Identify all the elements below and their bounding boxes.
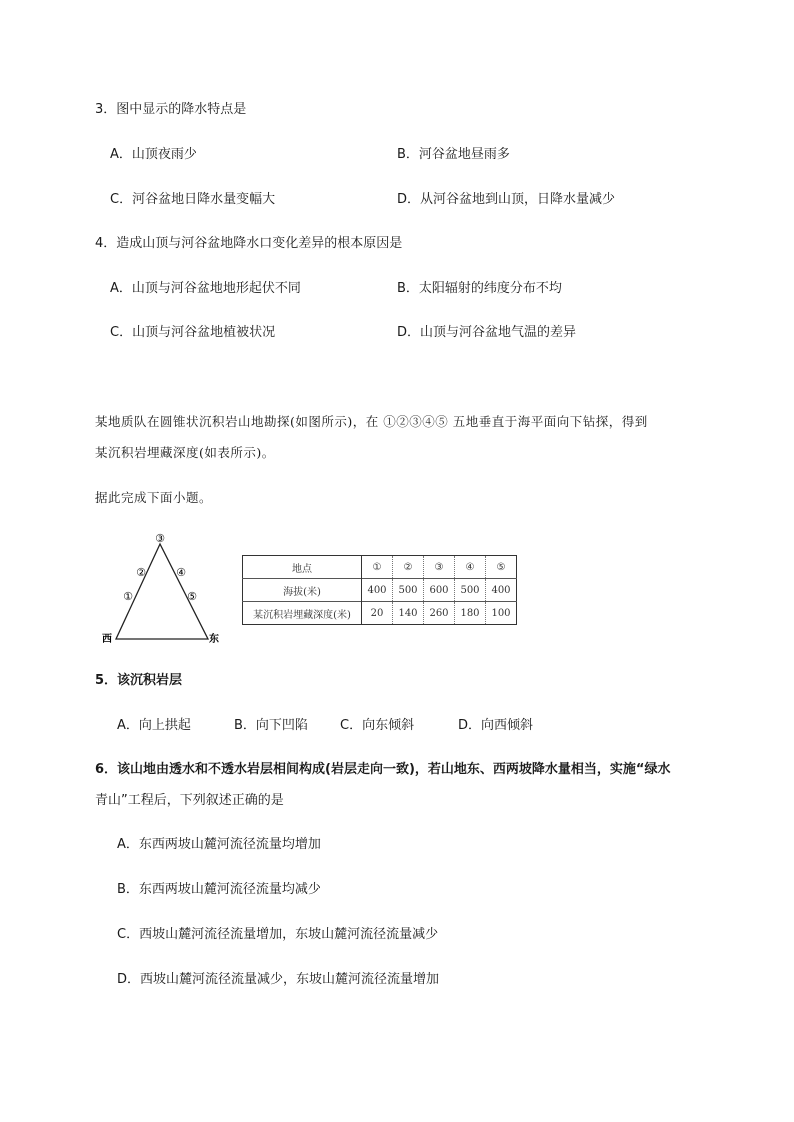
q5-stem: 5．该沉积岩层	[95, 673, 183, 688]
passage-line-2: 某沉积岩埋藏深度(如表所示)。	[95, 445, 275, 460]
q4-option-c: C．山顶与河谷盆地植被状况	[110, 325, 276, 340]
point-label-2: ②	[136, 566, 146, 579]
point-label-1: ①	[123, 590, 133, 603]
q6-stem-line-1: 6．该山地由透水和不透水岩层相间构成(岩层走向一致)，若山地东、西两坡降水量相当，实施“绿水	[95, 762, 671, 777]
passage-line-1: 某地质队在圆锥状沉积岩山地勘探(如图所示)，在 ①②③④⑤ 五地垂直于海平面向下钻探，得到	[95, 414, 648, 429]
table-header-site: 地点	[243, 556, 362, 579]
east-label: 东	[209, 634, 219, 645]
q3-stem: 3．图中显示的降水特点是	[95, 102, 247, 117]
q6-option-c: C．西坡山麓河流径流量增加，东坡山麓河流径流量减少	[117, 927, 439, 942]
q6-option-d: D．西坡山麓河流径流量减少，东坡山麓河流径流量增加	[117, 972, 440, 987]
table-cell: ①	[362, 556, 393, 579]
q5-option-a: A．向上拱起	[117, 718, 191, 733]
table-cell: ②	[393, 556, 424, 579]
table-cell: ⑤	[486, 556, 517, 579]
table-cell: 140	[393, 602, 424, 625]
table-row-altitude	[243, 579, 517, 602]
q5-option-d: D．向西倾斜	[458, 718, 534, 733]
q4-option-d: D．山顶与河谷盆地气温的差异	[397, 325, 577, 340]
table-cell: 100	[486, 602, 517, 625]
point-label-4: ④	[176, 566, 186, 579]
table-cell: 400	[362, 579, 393, 602]
q3-option-c: C．河谷盆地日降水量变幅大	[110, 192, 276, 207]
table-header-depth: 某沉积岩埋藏深度(米)	[243, 602, 362, 625]
q4-option-a: A．山顶与河谷盆地地形起伏不同	[110, 281, 301, 296]
west-label: 西	[102, 634, 112, 645]
table-cell: 180	[455, 602, 486, 625]
table-cell: 500	[393, 579, 424, 602]
table-row-depth	[243, 602, 517, 625]
q5-option-c: C．向东倾斜	[340, 718, 415, 733]
table-header-altitude: 海拔(米)	[243, 579, 362, 602]
point-label-3: ③	[155, 532, 165, 545]
table-cell: 20	[362, 602, 393, 625]
passage-instruction: 据此完成下面小题。	[95, 490, 213, 505]
q3-option-a: A．山顶夜雨少	[110, 147, 197, 162]
q3-option-b: B．河谷盆地昼雨多	[397, 147, 510, 162]
q6-option-a: A．东西两坡山麓河流径流量均增加	[117, 837, 321, 852]
table-cell: 600	[424, 579, 455, 602]
point-label-5: ⑤	[187, 590, 197, 603]
burial-depth-table	[242, 555, 517, 625]
q6-stem-line-2: 青山”工程后，下列叙述正确的是	[95, 793, 284, 808]
table-cell: 260	[424, 602, 455, 625]
q5-option-b: B．向下凹陷	[234, 718, 308, 733]
cone-mountain-diagram	[96, 530, 226, 645]
table-cell: 400	[486, 579, 517, 602]
table-cell: ③	[424, 556, 455, 579]
q6-option-b: B．东西两坡山麓河流径流量均减少	[117, 882, 321, 897]
q3-option-d: D．从河谷盆地到山顶，日降水量减少	[397, 192, 616, 207]
q4-stem: 4．造成山顶与河谷盆地降水口变化差异的根本原因是	[95, 236, 403, 251]
table-row-sites	[243, 556, 517, 579]
q4-option-b: B．太阳辐射的纬度分布不均	[397, 281, 562, 296]
table-cell: 500	[455, 579, 486, 602]
table-cell: ④	[455, 556, 486, 579]
